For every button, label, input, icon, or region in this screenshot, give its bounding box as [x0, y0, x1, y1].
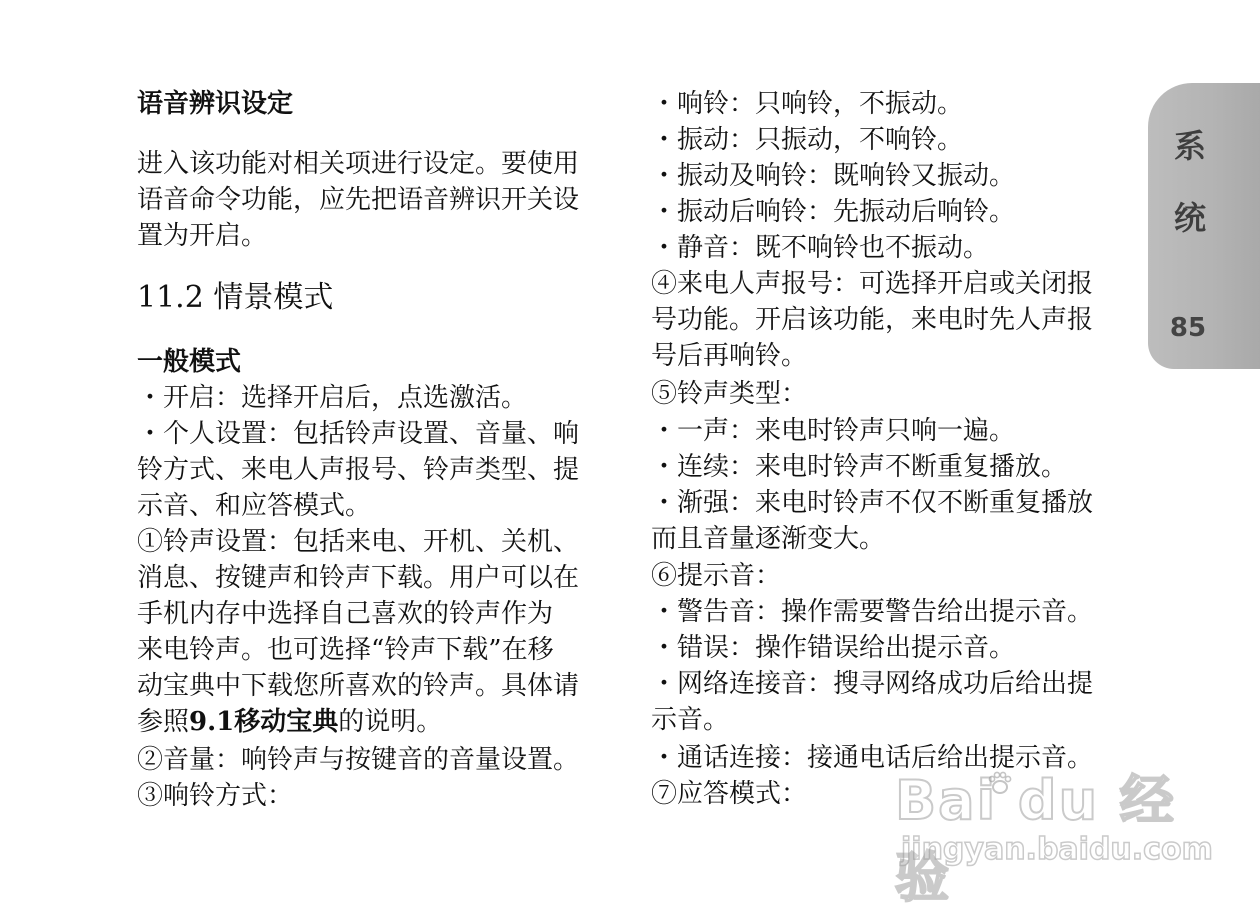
tab-char-1: 系: [1173, 127, 1206, 165]
right-line-2: ・振动：只振动，不响铃。: [651, 125, 964, 155]
watermark-url: jingyan.baidu.com: [901, 832, 1213, 867]
right-line-18: 示音。: [651, 705, 730, 735]
section-title: 11.2 情景模式: [137, 280, 334, 315]
reference-line: [137, 704, 442, 740]
right-line-9: ⑤铃声类型：: [651, 379, 808, 409]
general-line-6: 消息、按键声和铃声下载。用户可以在: [137, 563, 580, 593]
right-line-8: 号后再响铃。: [651, 341, 808, 371]
voice-text-line-2: 语音命令功能，应先把语音辨识开关设: [137, 185, 580, 215]
reference-suffix: 的说明。: [338, 707, 443, 737]
general-line-5: ①铃声设置：包括来电、开机、关机、: [137, 527, 580, 557]
right-line-12: ・渐强：来电时铃声不仅不断重复播放: [651, 488, 1094, 518]
general-line-2: ・个人设置：包括铃声设置、音量、响: [137, 419, 580, 449]
watermark-logo-text: Bai du 经验: [895, 769, 1176, 909]
subheading-general-mode: 一般模式: [137, 347, 242, 377]
right-line-17: ・网络连接音：搜寻网络成功后给出提: [651, 669, 1094, 699]
general-line-4: 示音、和应答模式。: [137, 491, 372, 521]
general-line-8: 来电铃声。也可选择“铃声下载”在移: [137, 635, 554, 665]
right-line-7: 号功能。开启该功能，来电时先人声报: [651, 305, 1094, 335]
tab-char-2: 统: [1173, 199, 1206, 237]
right-line-6: ④来电人声报号：可选择开启或关闭报: [651, 269, 1094, 299]
right-line-4: ・振动后响铃：先振动后响铃。: [651, 197, 1016, 227]
right-line-13: 而且音量逐渐变大。: [651, 524, 886, 554]
reference-prefix: 参照: [137, 707, 190, 737]
general-line-7: 手机内存中选择自己喜欢的铃声作为: [137, 599, 554, 629]
right-line-14: ⑥提示音：: [651, 561, 782, 591]
heading-voice-recognition: 语音辨识设定: [137, 89, 294, 119]
right-line-10: ・一声：来电时铃声只响一遍。: [651, 416, 1016, 446]
right-line-20: ⑦应答模式：: [651, 779, 808, 809]
right-line-15: ・警告音：操作需要警告给出提示音。: [651, 597, 1094, 627]
right-line-11: ・连续：来电时铃声不断重复播放。: [651, 452, 1068, 482]
page-number: 85: [1169, 313, 1207, 343]
general-line-9: 动宝典中下载您所喜欢的铃声。具体请: [137, 671, 580, 701]
volume-line: ②音量：响铃声与按键音的音量设置。: [137, 745, 580, 775]
voice-text-line-1: 进入该功能对相关项进行设定。要使用: [137, 149, 580, 179]
right-line-1: ・响铃：只响铃，不振动。: [651, 89, 964, 119]
right-line-16: ・错误：操作错误给出提示音。: [651, 633, 1016, 663]
reference-link-text: 9.1移动宝典: [189, 707, 339, 737]
right-line-19: ・通话连接：接通电话后给出提示音。: [651, 743, 1094, 773]
chapter-side-tab: [1148, 83, 1260, 369]
paw-icon: [987, 770, 1013, 796]
right-line-3: ・振动及响铃：既响铃又振动。: [651, 161, 1016, 191]
general-line-1: ・开启：选择开启后，点选激活。: [137, 383, 528, 413]
baidu-watermark: [895, 758, 1213, 909]
voice-text-line-3: 置为开启。: [137, 221, 268, 251]
right-line-5: ・静音：既不响铃也不振动。: [651, 233, 990, 263]
ring-mode-line: ③响铃方式：: [137, 781, 294, 811]
general-line-3: 铃方式、来电人声报号、铃声类型、提: [137, 455, 580, 485]
